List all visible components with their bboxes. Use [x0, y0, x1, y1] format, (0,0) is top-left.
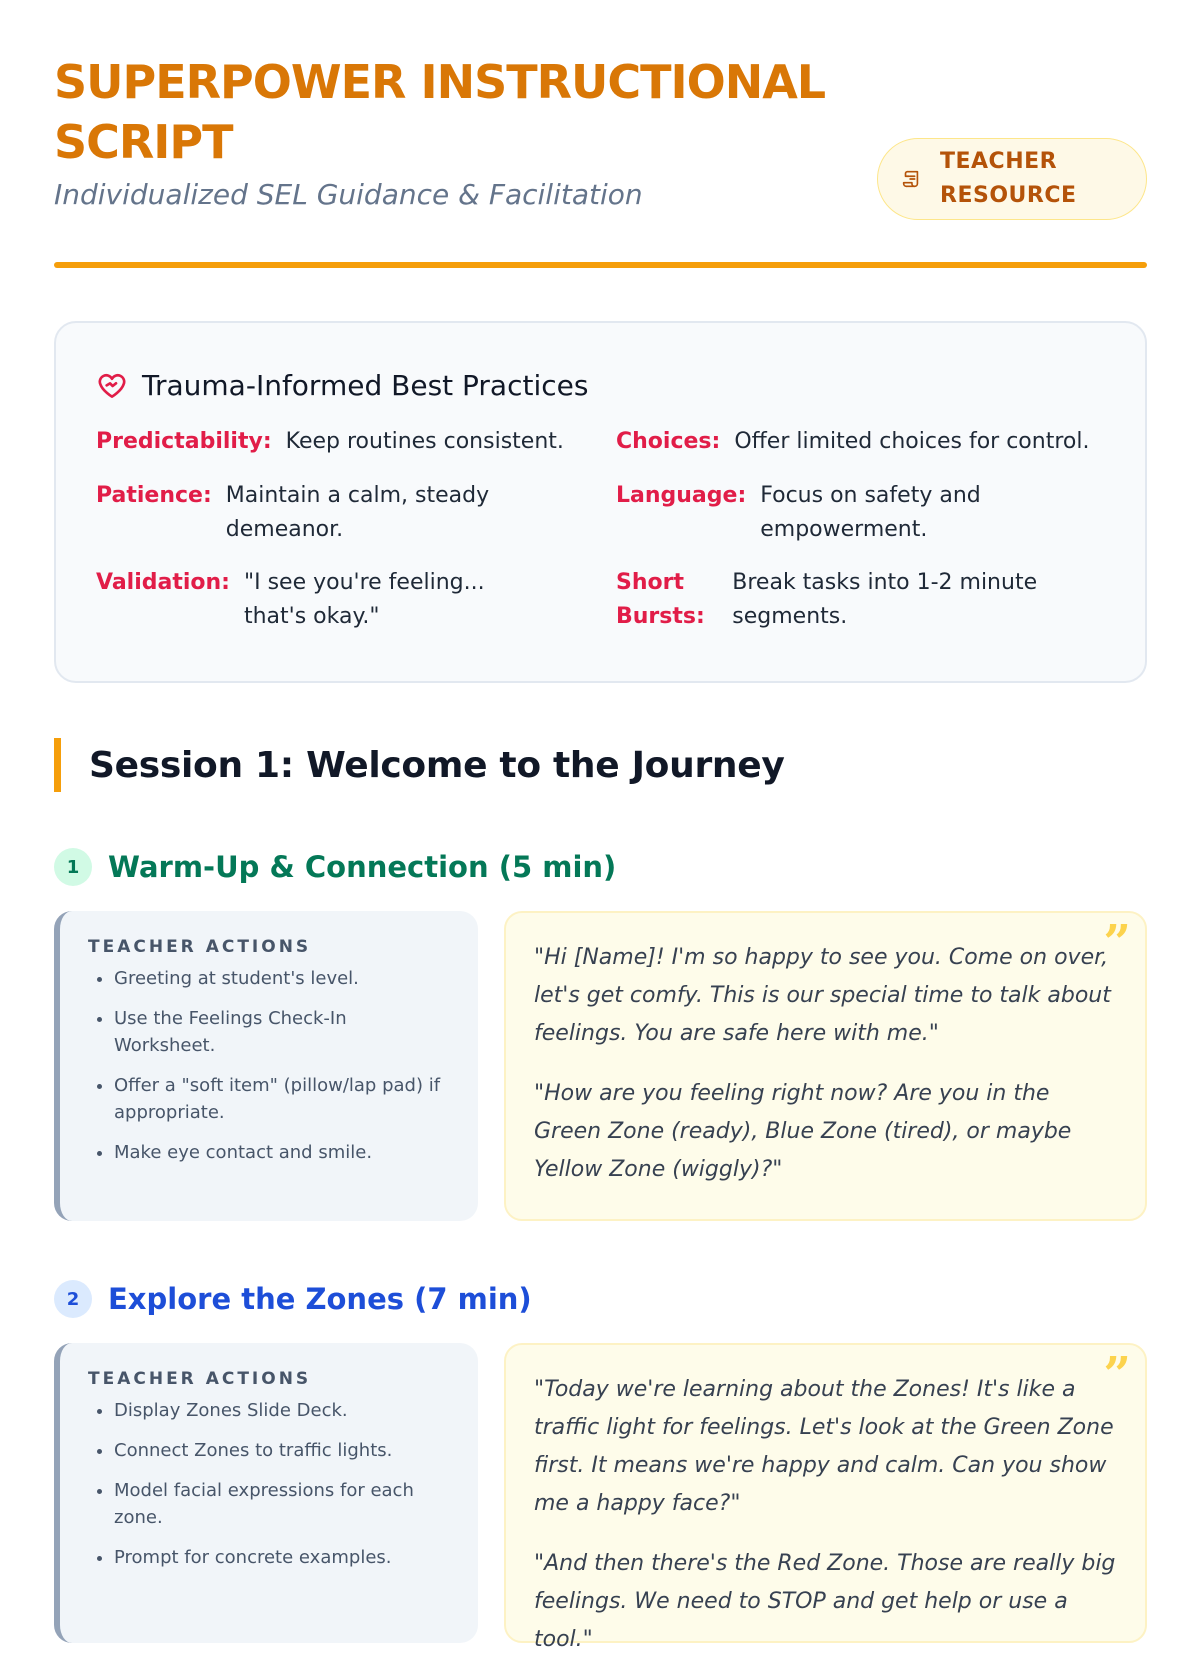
practice-text: Keep routines consistent. [285, 429, 564, 454]
page-subtitle: Individualized SEL Guidance & Facilitation [54, 178, 643, 211]
badge-label: TEACHER RESOURCE [940, 149, 1077, 208]
scroll-icon [900, 168, 922, 190]
practice-label: Predictability: [96, 429, 272, 454]
list-item: • Connect Zones to traffic lights. [114, 1437, 452, 1464]
practice-text: Focus on safety and empowerment. [760, 483, 981, 542]
page-title: SUPERPOWER INSTRUCTIONAL SCRIPT [54, 55, 826, 169]
list-item: • Prompt for concrete examples. [114, 1544, 452, 1571]
practice-text: Maintain a calm, steady demeanor. [225, 483, 490, 542]
teacher-resource-badge [877, 138, 1147, 220]
step-title: Explore the Zones (7 min) [108, 1282, 532, 1316]
practice-validation [96, 566, 526, 634]
list-item: • Greeting at student's level. [114, 965, 452, 992]
step-2-heading [54, 1280, 532, 1318]
step-title: Warm-Up & Connection (5 min) [108, 850, 617, 884]
quote-icon: ” [1103, 915, 1131, 971]
teacher-actions-list [88, 965, 452, 1166]
list-item: • Offer a "soft item" (pillow/lap pad) if appropriate. [114, 1072, 452, 1126]
step-2-teacher-actions [54, 1343, 478, 1643]
practice-text: Offer limited choices for control. [734, 429, 1090, 454]
practice-label: Validation: [96, 570, 230, 595]
practice-predictability [96, 425, 596, 459]
practice-text: Break tasks into 1-2 minute segments. [732, 570, 1038, 629]
script-paragraph: "Today we're learning about the Zones! It's like a traffic light for feelings. Let's look at the Green Zone first. It means we're happy and calm. Can you show me a happy face?" [534, 1377, 1114, 1516]
practice-label: Patience: [96, 483, 212, 508]
teacher-actions-list [88, 1397, 452, 1571]
practice-label: Choices: [616, 429, 721, 454]
session-title: Session 1: Welcome to the Journey [89, 744, 785, 786]
practice-language [616, 479, 1016, 547]
practice-choices [616, 425, 1106, 459]
teacher-actions-heading: TEACHER ACTIONS [88, 1369, 312, 1389]
session-heading [54, 738, 785, 792]
practice-short-bursts [616, 566, 1096, 634]
list-item: • Make eye contact and smile. [114, 1139, 452, 1166]
step-2-script [504, 1343, 1147, 1652]
list-item: • Model facial expressions for each zone. [114, 1477, 452, 1531]
practice-label: Short Bursts: [616, 570, 705, 629]
best-practices-header [96, 369, 588, 402]
page [54, 0, 1147, 1652]
step-number-badge: 1 [54, 848, 92, 886]
practice-patience [96, 479, 596, 547]
best-practices-card [54, 321, 1147, 683]
step-1-heading [54, 848, 616, 886]
heart-icon [96, 370, 128, 402]
script-paragraph: "And then there's the Red Zone. Those are really big feelings. We need to STOP and get help or use a tool." [534, 1551, 1116, 1652]
script-paragraph: "Hi [Name]! I'm so happy to see you. Come on over, let's get comfy. This is our special time to talk about feelings. You are safe here with me." [534, 945, 1111, 1046]
step-number-badge: 2 [54, 1280, 92, 1318]
practice-text: "I see you're feeling... that's okay." [243, 570, 485, 629]
step-1-script [504, 911, 1147, 1221]
step-1-teacher-actions [54, 911, 478, 1221]
script-paragraph: "How are you feeling right now? Are you in the Green Zone (ready), Blue Zone (tired), or maybe Yellow Zone (wiggly)?" [534, 1081, 1072, 1182]
header-divider [54, 262, 1147, 268]
list-item: • Display Zones Slide Deck. [114, 1397, 452, 1424]
header [54, 0, 1147, 270]
list-item: • Use the Feelings Check-In Worksheet. [114, 1005, 452, 1059]
quote-icon: ” [1103, 1347, 1131, 1403]
practice-label: Language: [616, 483, 747, 508]
best-practices-title: Trauma-Informed Best Practices [142, 369, 589, 402]
teacher-actions-heading: TEACHER ACTIONS [88, 937, 312, 957]
